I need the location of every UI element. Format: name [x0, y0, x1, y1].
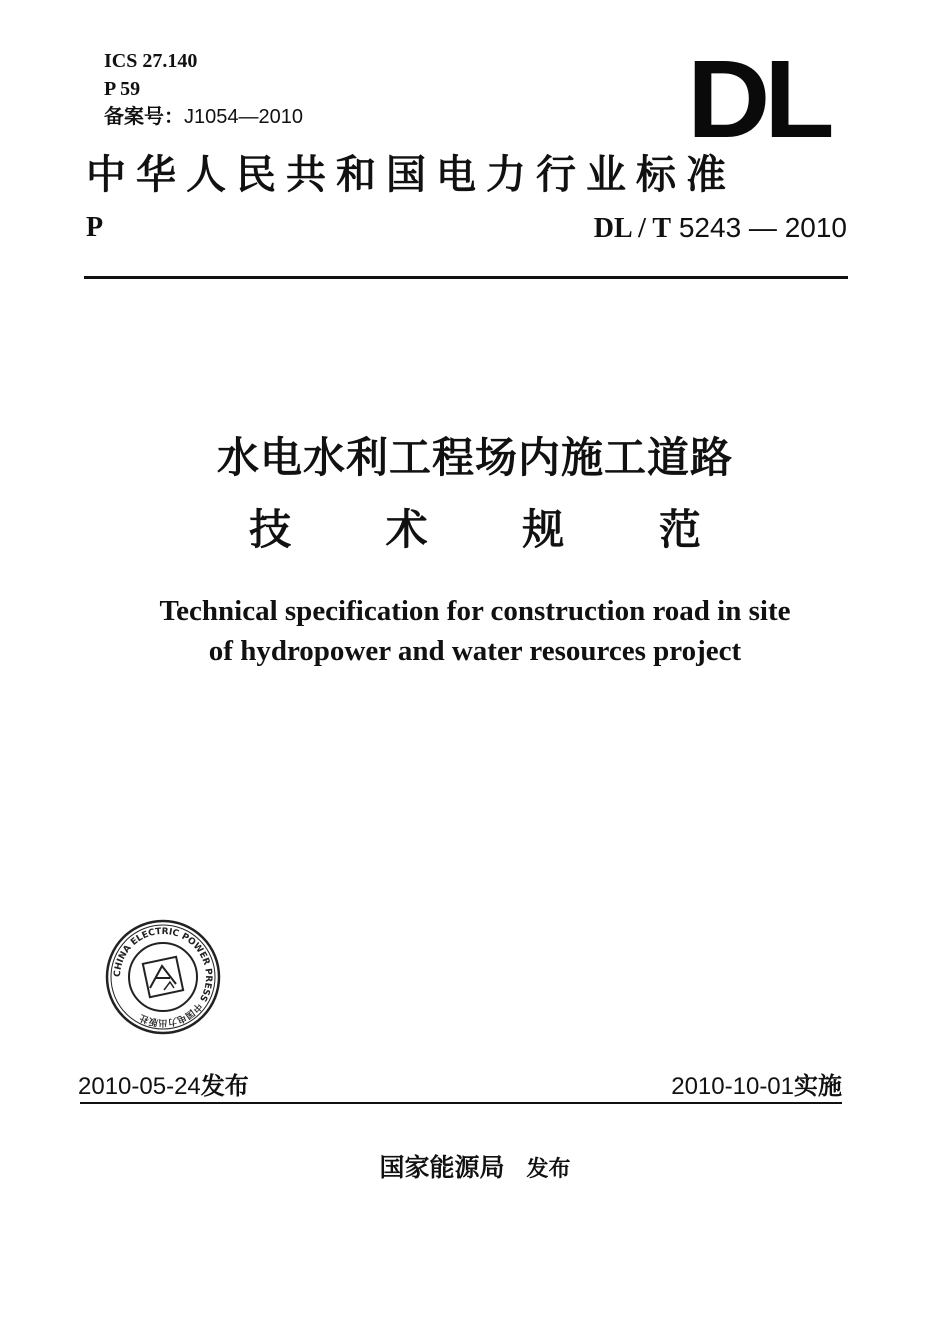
document-title-en-line2: of hydropower and water resources project [208, 635, 742, 667]
effective-date [671, 1066, 842, 1101]
dl-logo: DL [687, 38, 829, 161]
document-title-en-line1: Technical specification for construction road in site [159, 595, 791, 627]
document-title-cn-line2: 技 术 规 范 [249, 505, 741, 554]
standard-title: 中华人民共和国电力行业标准 [86, 151, 736, 198]
record-label: 备案号： [104, 104, 184, 128]
classification-code: P 59 [104, 78, 141, 100]
issue-date [78, 1066, 249, 1101]
effective-date-label: 实施 [794, 1072, 842, 1100]
standard-code [594, 212, 847, 245]
record-value: J1054—2010 [184, 106, 303, 128]
footer-divider [80, 1102, 842, 1104]
issuing-authority [0, 1148, 950, 1184]
seal-text: CHINA ELECTRIC POWER PRESS 中国电力出版社 [112, 926, 214, 1028]
standard-category: P [86, 212, 104, 243]
effective-date-value: 2010-10-01 [671, 1073, 794, 1100]
seal-icon [104, 918, 222, 1036]
issue-date-value: 2010-05-24 [78, 1073, 201, 1100]
header-divider [84, 276, 848, 279]
code-number: 5243 — 2010 [678, 212, 847, 243]
ics-code: ICS 27.140 [104, 50, 198, 72]
issue-date-label: 发布 [200, 1072, 249, 1100]
publisher-seal [104, 918, 222, 1036]
document-title-cn-line1: 水电水利工程场内施工道路 [216, 433, 733, 482]
record-number [104, 104, 303, 129]
issuer-name: 国家能源局 [379, 1153, 505, 1182]
issuer-action: 发布 [526, 1157, 571, 1182]
code-prefix: DL / T [593, 213, 672, 244]
